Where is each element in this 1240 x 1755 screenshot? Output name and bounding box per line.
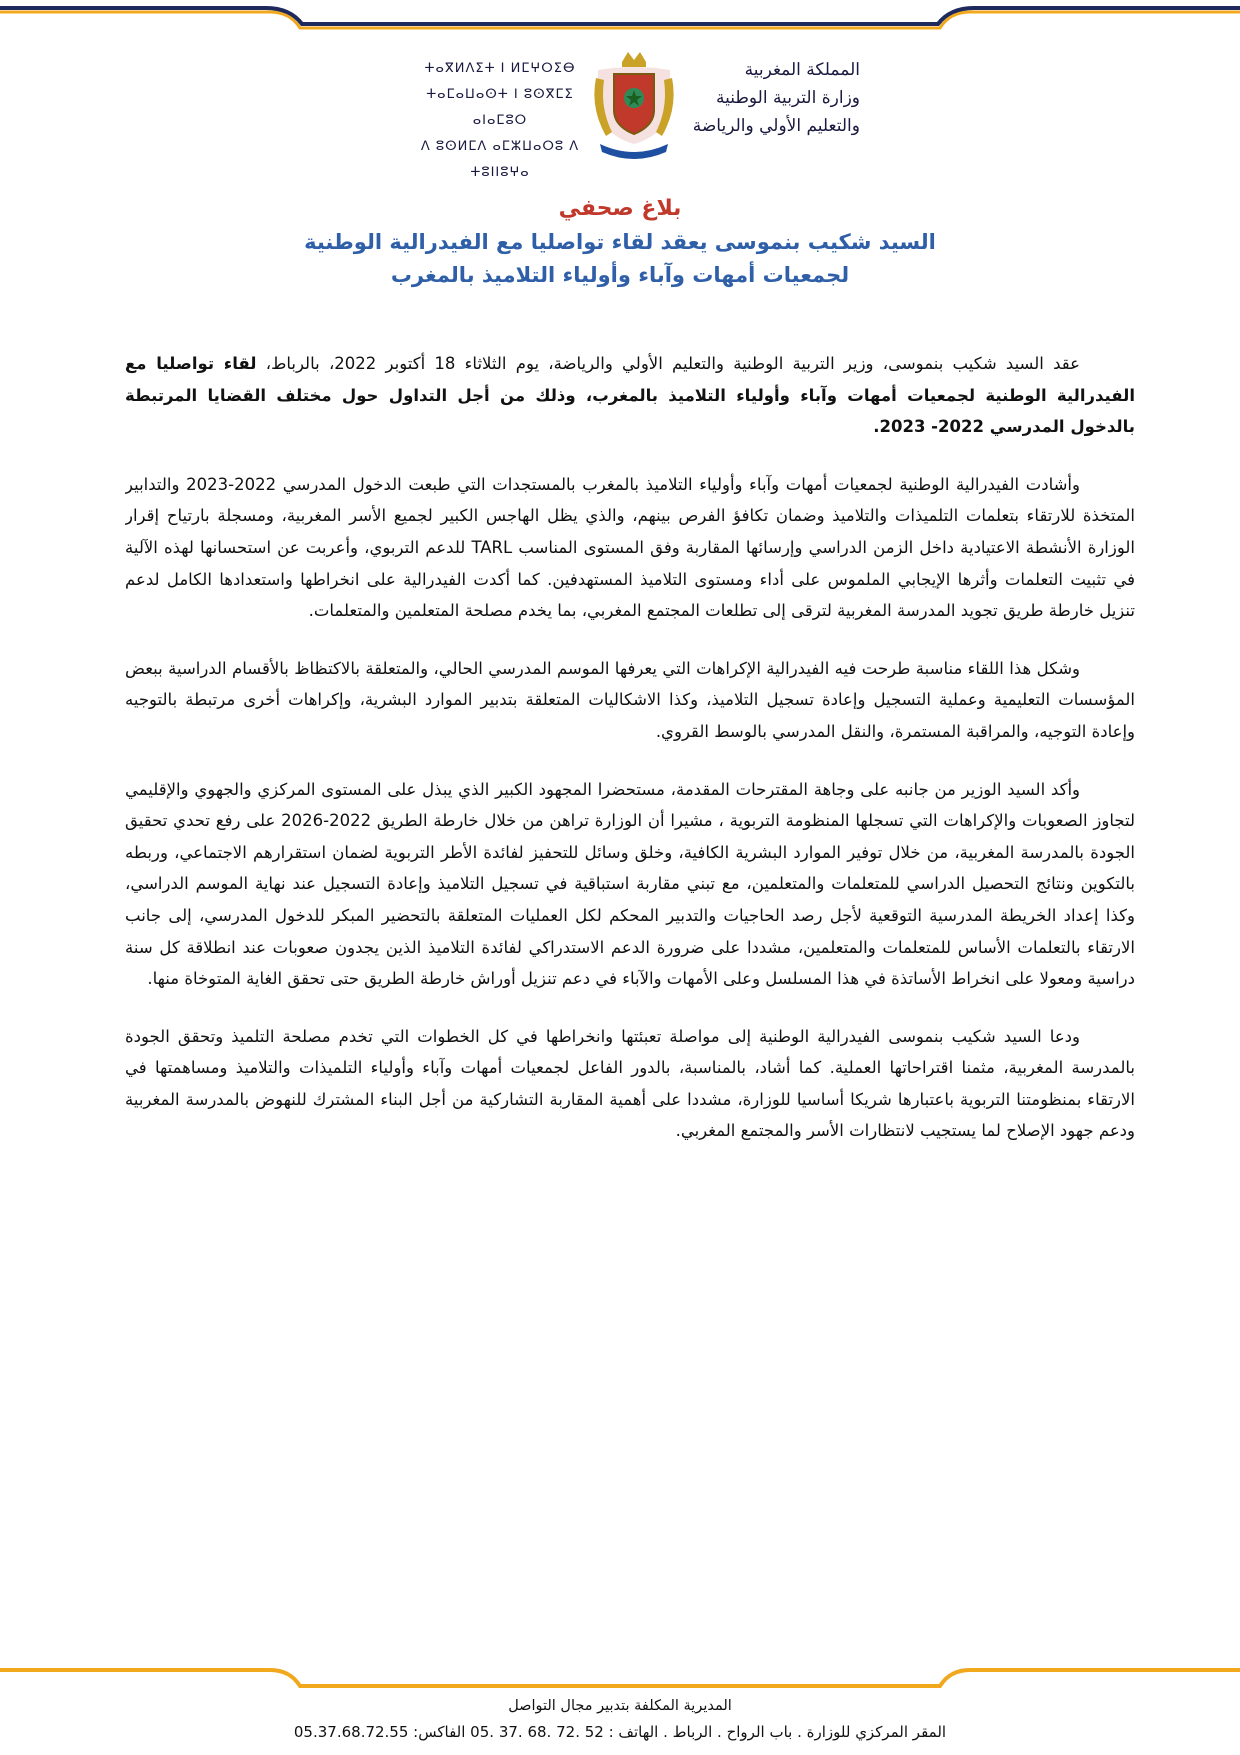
press-release-heading: بلاغ صحفي	[558, 196, 682, 221]
paragraph-2: وأشادت الفيدرالية الوطنية لجمعيات أمهات وآباء وأولياء التلاميذ بالمغرب بالمستجدات التي طبعت الدخول المدرسي 2022-2023 والتدابير المتخذة للارتقاء بتعلمات التلميذات والتلاميذ وضمان تكافؤ الفرص بينهم، والذي يظل الهاجس الكبير لجميع الأسر المغربية، ومسجلة بارتياح إقرار الوزارة الأنشطة الاعتيادية داخل الزمن الدراسي وإرسائها المقاربة وفق المستوى المناسب TARL للدعم التربوي، وأعربت عن استحسانها لهذه الآلية في تثبيت التعلمات وأثرها الإيجابي الملموس على أداء ومستوى التلاميذ المستهدفين. كما أكدت الفيدرالية على انخراطها واستعدادها الكامل لدعم تنزيل خارطة طريق تجويد المدرسة المغربية لترقى إلى تطلعات المجتمع المغربي، بما يخدم مصلحة المتعلمين والمتعلمات.	[125, 474, 1135, 621]
title-block	[150, 192, 1090, 292]
tifinagh-line: ⵜⴰⵎⴰⵡⴰⵙⵜ ⵏ ⵓⵙⴳⵎⵉ ⴰⵏⴰⵎⵓⵔ	[426, 87, 574, 128]
header-arabic	[670, 56, 860, 140]
paragraph-1	[125, 348, 1135, 443]
kingdom-label: المملكة المغربية	[744, 60, 860, 80]
footer-directorate: المديرية المكلفة بتدبير مجال التواصل	[508, 1698, 732, 1714]
tifinagh-line: ⴷ ⵓⵙⵍⵎⴷ ⴰⵎⵣⵡⴰⵔⵓ ⴷ ⵜⵓⵏⵏⵓⵖⴰ	[420, 139, 580, 180]
top-decorative-rule	[0, 0, 1240, 40]
footer-contact: المقر المركزي للوزارة . باب الرواح . الرباط . الهاتف : 52 .72 .68 .37 .05 الفاكس: 05.37.68.72.55	[293, 1723, 947, 1741]
ministry-label: وزارة التربية الوطنية	[715, 88, 860, 108]
header-tifinagh	[400, 56, 600, 186]
p1-intro: عقد السيد شكيب بنموسى، وزير التربية الوطنية والتعليم الأولي والرياضة، يوم الثلاثاء 18 أكتوبر 2022، بالرباط،	[256, 354, 1080, 373]
ministry-label-cont: والتعليم الأولي والرياضة	[692, 116, 860, 136]
paragraph-5: ودعا السيد شكيب بنموسى الفيدرالية الوطنية إلى مواصلة تعبئتها وانخراطها في كل الخطوات التي تخدم مصلحة التلميذ وتحقق الجودة بالمدرسة المغربية، مثمنا اقتراحاتها العملية. كما أشاد، بالمناسبة، بالدور الفاعل لجمعيات أمهات وآباء وأولياء التلميذات والتلاميذ ومساهمتها في الارتقاء بمنظومتنا التربوية باعتبارها شريكا أساسيا للوزارة، مشددا على أهمية المقاربة التشاركية من أجل البناء المشترك للنهوض بالمدرسة المغربية ودعم جهود الإصلاح لما يستجيب لانتظارات الأسر والمجتمع المغربي.	[125, 1026, 1135, 1141]
tifinagh-line: ⵜⴰⴳⵍⴷⵉⵜ ⵏ ⵍⵎⵖⵔⵉⴱ	[424, 61, 576, 76]
subtitle-line-2: لجمعيات أمهات وآباء وأولياء التلاميذ بالمغرب	[390, 263, 850, 287]
footer	[120, 1694, 1120, 1746]
coat-of-arms-icon	[586, 48, 682, 168]
paragraph-4: وأكد السيد الوزير من جانبه على وجاهة المقترحات المقدمة، مستحضرا المجهود الكبير الذي يبذل على المستوى المركزي والجهوي والإقليمي لتجاوز الصعوبات والإكراهات التي تسجلها المنظومة التربوية ، مشيرا أن الوزارة تراهن من خلال خارطة الطريق 2022-2026 على رفع تحدي تحقيق الجودة بالمدرسة المغربية، من خلال توفير الموارد البشرية الكافية، وخلق وسائل للتحفيز لفائدة الأطر التربوية لضمان استقرارهم الاجتماعي، وربطه بالتكوين ونتائج التحصيل الدراسي للمتعلمات والمتعلمين، مع تبني مقاربة استباقية في تسجيل التلاميذ وإعادة التسجيل عند نهاية الموسم الدراسي، وكذا إعداد الخريطة المدرسية التوقعية لأجل رصد الحاجيات والتدبير المحكم لكل العمليات المتعلقة بالتحضير المبكر للدخول المدرسي، إلى جانب الارتقاء بالتعلمات الأساس للمتعلمات والمتعلمين، مشددا على ضرورة الدعم الاستدراكي لفائدة التلاميذ الذين يجدون صعوبات عند انطلاقة كل سنة دراسية ومعولا على انخراط الأساتذة في هذا المسلسل وعلى الأمهات والآباء في دعم تنزيل أوراش خارطة الطريق حتى تحقق الغاية المتوخاة منها.	[125, 779, 1135, 989]
subtitle-line-1: السيد شكيب بنموسى يعقد لقاء تواصليا مع الفيدرالية الوطنية	[304, 230, 936, 254]
article-body	[125, 348, 1135, 1588]
p1-bold: لقاء تواصليا مع الفيدرالية الوطنية لجمعيات أمهات وآباء وأولياء التلاميذ بالمغرب، وذلك من أجل التداول حول مختلف القضايا المرتبطة بالدخول المدرسي 2022- 2023.	[125, 354, 1135, 437]
paragraph-3: وشكل هذا اللقاء مناسبة طرحت فيه الفيدرالية الإكراهات التي يعرفها الموسم المدرسي الحالي، والمتعلقة بالاكتظاظ بالأقسام الدراسية ببعض المؤسسات التعليمية وعملية التسجيل وإعادة تسجيل التلاميذ، وكذا الاشكاليات المتعلقة بتدبير الموارد البشرية، وإكراهات أخرى مرتبطة بالتوجيه وإعادة التوجيه، والمراقبة المستمرة، والنقل المدرسي بالوسط القروي.	[125, 658, 1135, 741]
